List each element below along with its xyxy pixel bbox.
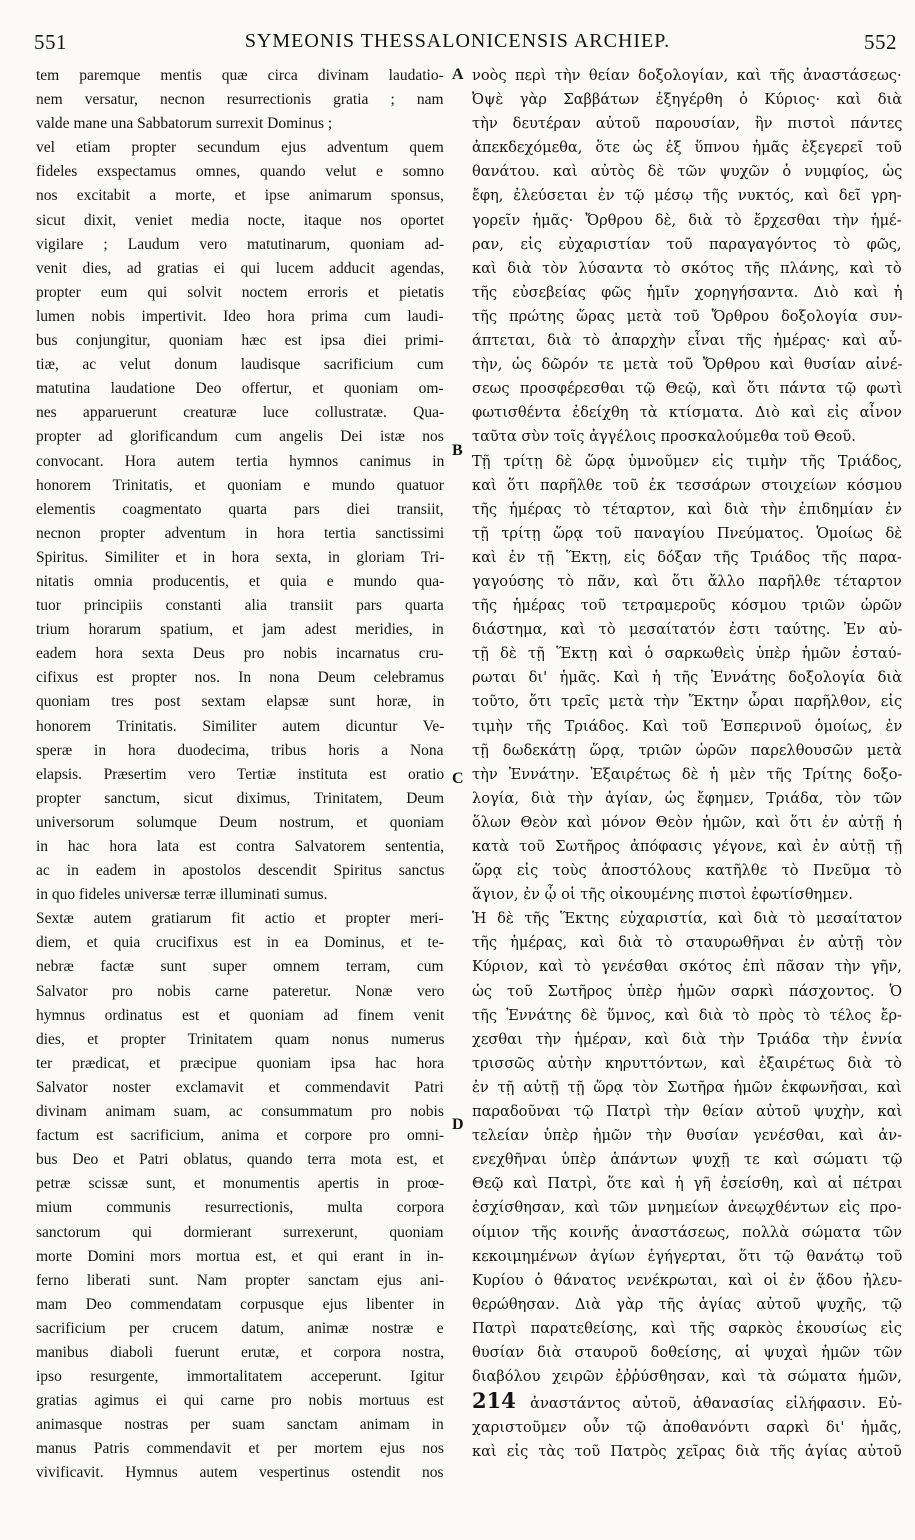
latin-text-line: propter eum qui solvit noctem erroris et pietatis — [36, 283, 444, 301]
latin-text-line: speræ in hora duodecima, tribus horis a Nona — [36, 741, 444, 759]
margin-letter-d: D — [452, 1116, 464, 1133]
latin-text-line: bus conjungitur, quoniam hæc est ipsa diei primi- — [36, 332, 444, 350]
latin-text-line: morte Domini mors mortua est, et qui erant in in- — [36, 1247, 444, 1265]
greek-text-line: τῆς πρώτης ὥρας μετὰ τοῦ Ὄρθρου δοξολογία συν- — [472, 307, 902, 325]
latin-text-line: sicut dixit, veniet media nocte, itaque nos oportet — [36, 211, 444, 229]
latin-text-line: eadem hora sexta Deus pro nobis incarnatus cru- — [36, 645, 444, 663]
latin-text-line: ter prædicat, et præcipue quoniam ipsa hac hora — [36, 1054, 444, 1072]
greek-text-line: τιμὴν τῆς Τριάδος. Καὶ τοῦ Ἑσπερινοῦ ὁμοίως, ἐν — [472, 717, 902, 735]
latin-text-line: ferno liberati sunt. Nam propter sanctam ejus ani- — [36, 1271, 444, 1289]
latin-text-line: divinam animam suam, ac consummatum pro nobis — [36, 1103, 444, 1121]
greek-text-line: τὴν, ὡς δῶρόν τε μετὰ τοῦ Ὄρθρου καὶ θυσίαν αἰνέ- — [472, 356, 902, 374]
greek-text-line: τελείαν ὑπὲρ ἡμῶν τὴν θυσίαν γενέσθαι, καὶ ἀν- — [472, 1127, 902, 1145]
greek-text-line: ρωται δι' ἡμᾶς. Καὶ ἡ τῆς Ἐννάτης δοξολογία διὰ — [472, 669, 902, 687]
latin-text-line: nem versatur, necnon resurrectionis gratia ; nam — [36, 91, 444, 109]
greek-text-line: ενεχθῆναι ὑπὲρ ἁπάντων ψυχῇ τε καὶ σώματι τῷ — [472, 1151, 902, 1169]
latin-text-line: honorem Trinitatis. Similiter autem dicuntur Ve- — [36, 717, 444, 735]
greek-text-line: άπτεται, διὰ τὸ ἀπαρχὴν εἶναι τῆς ἡμέρας· καὶ αὖ- — [472, 332, 902, 350]
latin-text-line: valde mane una Sabbatorum surrexit Dominus ; — [36, 115, 333, 133]
greek-text-line: θυσίαν διὰ σταυροῦ δοθείσης, αἱ ψυχαὶ ἡμῶν τῶν — [472, 1343, 902, 1361]
latin-text-line: manus Patris commendavit et per mortem ejus nos — [36, 1440, 444, 1458]
greek-text-line: Κυρίου ὁ θάνατος νενέκρωται, καὶ οἱ ἐν ᾅδου ἠλευ- — [472, 1271, 902, 1289]
latin-text-line: ac in eadem in apostolos descendit Spiritus sanctus — [36, 862, 444, 880]
greek-text-line: θερώθησαν. Διὰ γὰρ τῆς ἁγίας αὐτοῦ ψυχῆς, τῷ — [472, 1295, 902, 1313]
greek-text-line: τῇ δὲ τῇ Ἕκτῃ καὶ ὁ σαρκωθεὶς ὑπὲρ ἡμῶν ἐσταύ- — [472, 645, 902, 663]
latin-text-line: sacrificium per crucem datum, animæ nostræ e — [36, 1319, 444, 1337]
margin-letter-a: A — [452, 66, 464, 83]
latin-text-line: mam Deo commendatam corpusque ejus libenter in — [36, 1295, 444, 1313]
latin-text-line: diem, et quia crucifixus est in ea Dominus, et te- — [36, 934, 444, 952]
column-number: 214 — [472, 1389, 531, 1414]
latin-text-line: quoniam tres post sextam elapsæ sunt horæ, in — [36, 693, 444, 711]
greek-text-line: κατὰ τοῦ Σωτῆρος ἀπόφασις γέγονε, καὶ ἐν αὐτῇ τῇ — [472, 838, 902, 855]
latin-text-line: mium communis resurrectionis, multa corpora — [36, 1199, 444, 1217]
greek-text-line: ἐσχίσθησαν, καὶ τῶν μνημείων ἀνεῳχθέντων εἰς προ- — [472, 1199, 902, 1217]
greek-text-line: διαβόλου χειρῶν ἐῤῥύσθησαν, καὶ τὰ σώματα ἡμῶν, — [472, 1368, 902, 1386]
margin-letter-c: C — [452, 770, 464, 787]
greek-text-line: ἀπεκδεχόμεθα, ὅτε ὡς ἐξ ὕπνου ἡμᾶς ἐξεγερεῖ τοῦ — [472, 139, 902, 157]
greek-text-line: τῇ τρίτῃ ὥρᾳ τοῦ παναγίου Πνεύματος. Ὁμοίως δὲ — [472, 524, 902, 542]
latin-text-line: Spiritus. Similiter et in hora sexta, in gloriam Tri- — [36, 548, 444, 566]
latin-text-line: tiæ, ac velut donum laudisque sacrificium cum — [36, 356, 444, 374]
latin-text-line: vigilare ; Laudum vero matutinarum, quoniam ad- — [36, 235, 444, 253]
latin-text-line: propter sanctum, sicut diximus, Trinitatem, Deum — [36, 789, 444, 807]
greek-column — [472, 64, 902, 1526]
latin-text-line: elapsis. Præsertim vero Tertiæ instituta est oratio — [36, 765, 444, 783]
margin-letter-b: B — [452, 442, 463, 459]
latin-text-line: hymnus ordinatus est et quoniam ad finem venit — [36, 1006, 444, 1024]
greek-text-line: τῇ δωδεκάτῃ ὥρᾳ, τριῶν ὡρῶν παρελθουσῶν μετὰ — [472, 741, 902, 759]
greek-text-line: ὡς τοῦ Σωτῆρος ὑπὲρ ἡμῶν σαρκὶ πάσχοντος. Ὁ — [472, 982, 902, 1000]
latin-text-line: dies, et propter Trinitatem quam nonus numerus — [36, 1030, 444, 1048]
greek-text-line: τῆς εὐσεβείας φῶς ἡμῖν χορηγήσαντα. Διὸ καὶ ἡ — [472, 283, 902, 301]
greek-text-line: Ἡ δὲ τῆς Ἕκτης εὐχαριστία, καὶ διὰ τὸ μεσαίτατον — [472, 910, 902, 928]
greek-text-line: τοῦτο, ὅτι τρεῖς μετὰ τὴν Ἕκτην ὧραι παρῆλθον, εἰς — [472, 693, 902, 711]
greek-text-line: Πατρὶ παρατεθείσης, καὶ τῆς σαρκὸς ἑκουσίως εἰς — [472, 1319, 902, 1337]
greek-text-line: ἅγιον, ἐν ᾧ οἱ τῆς οἰκουμένης πιστοὶ ἐφωτίσθημεν. — [472, 886, 853, 904]
latin-text-line: nitatis omnia producentis, et quia e mundo qua- — [36, 572, 444, 590]
greek-text-line: νοὸς περὶ τὴν θείαν δοξολογίαν, καὶ τῆς ἀναστάσεως· — [472, 67, 902, 84]
latin-text-line: in hac hora lata est contra Salvatorem sententia, — [36, 838, 444, 855]
greek-text-line: Τῇ τρίτῃ δὲ ὥρᾳ ὑμνοῦμεν εἰς τιμὴν τῆς Τριάδος, — [472, 452, 902, 470]
latin-text-line: propter ad glorificandum cum angelis Dei istæ nos — [36, 428, 444, 446]
latin-text-line: elementis coagmentato quarta pars diei transiit, — [36, 500, 444, 518]
latin-text-line: cifixus est propter nos. In nona Deum celebramus — [36, 669, 444, 687]
greek-text-line: ταῦτα σὺν τοῖς ἀγγέλοις προσκαλούμεθα τοῦ Θεοῦ. — [472, 428, 856, 446]
latin-text-line: trium horarum spatium, et jam adest meridies, in — [36, 621, 444, 639]
greek-text-line: τρισσῶς αὐτὴν κηρυττόντων, καὶ ἐξαιρέτως διὰ τὸ — [472, 1054, 902, 1072]
running-header — [0, 30, 915, 60]
latin-text-line: tem paremque mentis quæ circa divinam laudatio- — [36, 67, 444, 84]
latin-text-line: in quo fideles universæ terræ illuminati sumus. — [36, 886, 328, 904]
greek-text-line: ὥρᾳ εἰς τοὺς ἀποστόλους κατῆλθε τὸ Πνεῦμα τὸ — [472, 862, 902, 880]
latin-text-line: petræ scissæ sunt, et monumentis apertis in proœ- — [36, 1175, 444, 1193]
latin-text-line: gratias agimus ei qui carne pro nobis mortuus est — [36, 1392, 444, 1410]
greek-text-line: ὅλων Θεὸν καὶ μόνον Θεὸν ἡμῶν, καὶ ὅτι ἐν αὐτῇ ἡ — [472, 813, 902, 831]
greek-text-line: κεκοιμημένων ἁγίων ἐγήγερται, ὅτι τῷ θανάτῳ τοῦ — [472, 1247, 902, 1265]
column-gutter — [460, 64, 461, 1524]
latin-text-line: factum est sacrificium, anima et corpore pro omni- — [36, 1127, 444, 1145]
latin-text-line: manibus diaboli fuerunt erutæ, et corpora nostra, — [36, 1343, 444, 1361]
greek-text-line: γαγούσης τὸ πᾶν, καὶ ὅτι ἄλλο παρῆλθε τέταρτον — [472, 572, 902, 590]
greek-text-line: Κύριον, καὶ τὸ γενέσθαι σκότος ἐπὶ πᾶσαν τὴν γῆν, — [472, 958, 902, 976]
greek-text-line: καὶ ὅτι παρῆλθε τοῦ ἐκ τεσσάρων στοιχείων κόσμου — [472, 476, 902, 494]
page-number-left: 551 — [34, 30, 67, 54]
latin-text-line: necnon propter adventum in hora tertia sanctissimi — [36, 524, 444, 542]
latin-text-line: ipso resurgente, immortalitatem acceperunt. Igitur — [36, 1368, 444, 1386]
greek-text-line: τῆς ἡμέρας τὸ τέταρτον, καὶ διὰ τὴν ἐπιδημίαν ἐν — [472, 500, 902, 518]
latin-text-line: nebræ factæ sunt super omnem terram, cum — [36, 958, 444, 976]
latin-text-line: Sextæ autem gratiarum fit actio et propter meri- — [36, 910, 444, 928]
greek-text-line: καὶ ἐν τῇ Ἕκτῃ, εἰς δόξαν τῆς Τριάδος τῆς παρα- — [472, 548, 902, 566]
greek-text-line: Θεῷ καὶ Πατρὶ, ὅτε καὶ ἡ γῆ ἐσείσθη, καὶ αἱ πέτραι — [472, 1175, 902, 1193]
latin-text-line: Salvator noster exclamavit et commendavit Patri — [36, 1078, 444, 1096]
page-number-right: 552 — [864, 30, 897, 54]
greek-text-line: θανάτου. καὶ αὐτὸς δὲ τῶν ψυχῶν ὁ νυμφίος, ὡς — [472, 163, 902, 181]
latin-text-line: vel etiam propter secundum ejus adventum quem — [36, 139, 444, 157]
greek-text-line: οίμιον τῆς κοινῆς ἀναστάσεως, πολλὰ σώματα τῶν — [472, 1223, 902, 1241]
greek-text-line: ραν, εἰς εὐχαριστίαν τοῦ παραγαγόντος τὸ φῶς, — [472, 235, 902, 253]
latin-text-line: nos excitabit a morte, et ipse animarum sponsus, — [36, 187, 444, 205]
greek-text-line: χεσθαι τὴν ἡμέραν, καὶ διὰ τὴν Τριάδα τὴν ἐννία — [472, 1030, 902, 1048]
greek-text-line: χαριστοῦμεν οὖν τῷ ἀποθανόντι σαρκὶ δι' ἡμᾶς, — [472, 1419, 902, 1437]
greek-text-line: τῆς Ἐννάτης δὲ ὕμνος, καὶ διὰ τὸ πρὸς τὸ τέλος ἔρ- — [472, 1006, 902, 1024]
greek-text-line: φωτισθέντα ἐδείχθη τὰ κτίσματα. Διὸ καὶ εἰς αἶνον — [472, 404, 902, 422]
running-title: SYMEONIS THESSALONICENSIS ARCHIEP. — [244, 30, 671, 52]
greek-text-line: Ὀψὲ γὰρ Σαββάτων ἐξηγέρθη ὁ Κύριος· καὶ διὰ — [472, 91, 902, 109]
latin-text-line: fideles exspectamus omnes, quando velut e somno — [36, 163, 444, 181]
latin-text-line: bus Deo et Patri oblatus, quando terra mota est, et — [36, 1151, 444, 1169]
greek-text-line: καὶ εἰς τὰς τοῦ Πατρὸς χεῖρας διὰ τῆς ἁγίας αὐτοῦ — [472, 1443, 902, 1461]
greek-text-line: καὶ διὰ τὸν λύσαντα τὸ σκότος τῆς πλάνης, καὶ τὸ — [472, 259, 902, 277]
latin-text-line: venit dies, ad gratias ei qui lucem adducit agendas, — [36, 259, 444, 277]
latin-column — [36, 64, 444, 1526]
latin-text-line: matutina laudatione Deo offertur, et quoniam om- — [36, 380, 444, 398]
latin-text-line: convocant. Hora autem tertia hymnos canimus in — [36, 452, 444, 470]
greek-text-line: 214 ἀναστάντος αὐτοῦ, ἀθανασίας εἰλήφασιν. Εὐ- — [472, 1389, 902, 1414]
latin-text-line: vivificavit. Hymnus autem vespertinus ostendit nos — [36, 1464, 444, 1482]
latin-text-line: Salvator pro nobis carne pateretur. Nonæ vero — [36, 982, 444, 1000]
latin-text-line: nes apparuerunt creaturæ luce collustratæ. Qua- — [36, 404, 444, 422]
greek-text-line: ἔφη, ἐλεύσεται ἐν τῷ μέσῳ τῆς νυκτός, καὶ δεῖ γρη- — [472, 187, 902, 205]
latin-text-line: animasque nostras per suam sanctam animam in — [36, 1416, 444, 1434]
greek-text-line: γορεῖν ἡμᾶς· Ὄρθρου δὲ, διὰ τὸ ἔρχεσθαι τὴν ἡμέ- — [472, 211, 902, 229]
latin-text-line: universorum solumque Deum nostrum, et quoniam — [36, 813, 444, 831]
greek-text-line: σεως προσφέρεσθαι τῷ Θεῷ, καὶ ὅτι πάντα τῷ φωτὶ — [472, 380, 902, 398]
greek-text-line: λογία, διὰ τὴν ἁγίαν, ὡς ἔφημεν, Τριάδα, τὸν τῶν — [472, 789, 902, 807]
greek-text-line: τῆς ἡμέρας, καὶ διὰ τὸ σταυρωθῆναι ἐν αὐτῇ τὸν — [472, 934, 902, 952]
latin-text-line: tuor principiis constanti alia transiit pars quarta — [36, 597, 444, 615]
greek-text-line: τῆς ἡμέρας τοῦ τετραμεροῦς κόσμου τριῶν ὡρῶν — [472, 597, 902, 615]
latin-text-line: honorem Trinitatis, et quoniam e mundo quatuor — [36, 476, 444, 494]
greek-text-line: παραδοῦναι τῷ Πατρὶ τὴν θείαν αὐτοῦ ψυχὴν, καὶ — [472, 1103, 902, 1121]
greek-text-line: διάστημα, καὶ τὸ μεσαίτατόν ἐστι ταύτης. Ἐν αὐ- — [472, 621, 902, 639]
greek-text-line: τὴν Ἐννάτην. Ἐξαιρέτως δὲ ἡ μὲν τῆς Τρίτης δοξο- — [472, 765, 902, 783]
greek-text-line: τὴν δευτέραν αὐτοῦ παρουσίαν, ἣν πιστοὶ πάντες — [472, 115, 902, 133]
greek-text-line: ἐν τῇ αὐτῇ τῇ ὥρᾳ τὸν Σωτῆρα ἡμῶν ἐκφωνῆσαι, καὶ — [472, 1078, 902, 1096]
latin-text-line: sanctorum qui dormierant surrexerunt, quoniam — [36, 1223, 444, 1241]
latin-text-line: lumen nobis impertivit. Ideo hora prima cum laudi- — [36, 307, 444, 325]
